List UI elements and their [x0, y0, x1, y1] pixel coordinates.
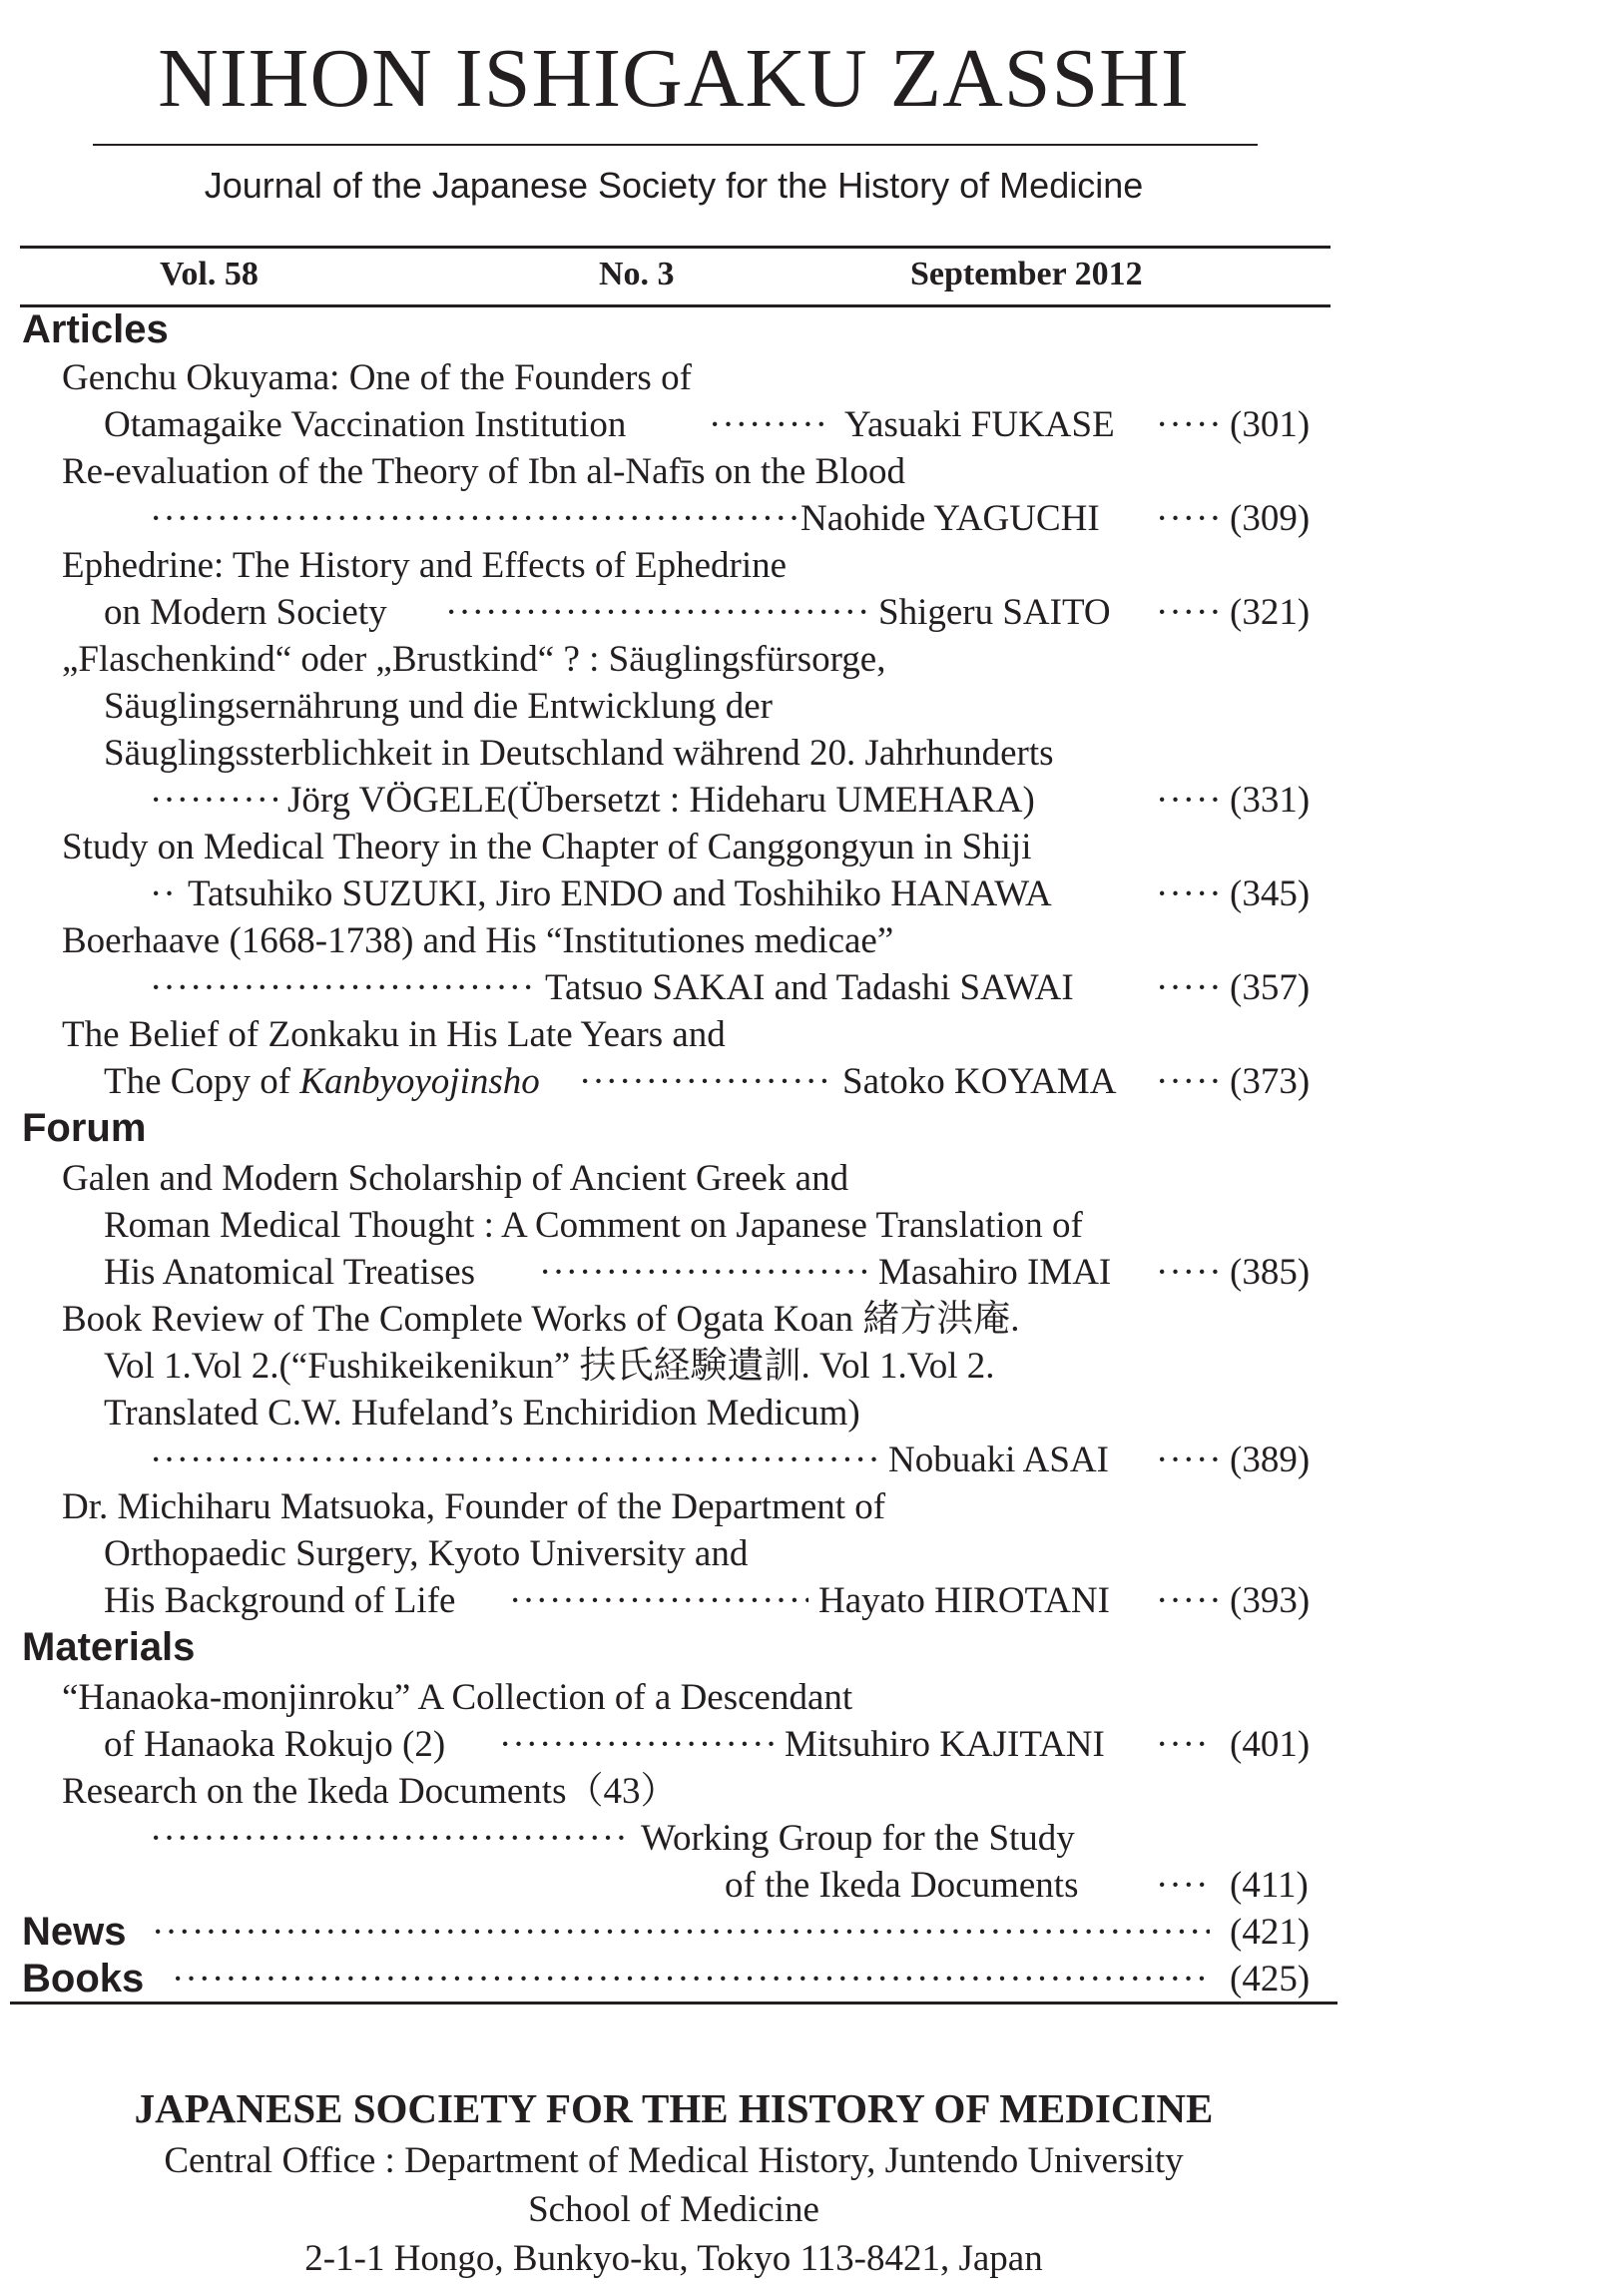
toc-entry-page: (425) [1230, 1959, 1311, 2000]
leader-dots [1156, 1862, 1210, 1909]
toc-entry-title: His Anatomical Treatises [104, 1252, 476, 1293]
section-heading-books: Books [22, 1957, 145, 2001]
footer-office: Central Office : Department of Medical History, Juntendo University [164, 2140, 1184, 2181]
toc-entry-title: Ephedrine: The History and Effects of Ephedrine [62, 545, 788, 586]
leader-dots [499, 1721, 775, 1768]
toc-entry-page: (389) [1230, 1439, 1311, 1480]
toc-entry-page: (321) [1230, 592, 1311, 633]
toc-entry-title: The Copy of [104, 1061, 300, 1102]
leader-dots [1156, 1058, 1222, 1105]
leader-dots [150, 1815, 629, 1862]
toc-entry-title: Roman Medical Thought : A Comment on Japanese Translation of [104, 1205, 1083, 1246]
toc-entry-page: (411) [1230, 1865, 1309, 1906]
leader-dots [445, 589, 868, 636]
masthead-rule [93, 144, 1258, 146]
journal-masthead: NIHON ISHIGAKU ZASSHI [158, 32, 1190, 125]
footer-address: 2-1-1 Hongo, Bunkyo-ku, Tokyo 113-8421, Japan [304, 2238, 1043, 2279]
leader-dots [1156, 589, 1222, 636]
leader-dots [1156, 495, 1222, 542]
section-heading-forum: Forum [22, 1106, 147, 1150]
footer-society-name: JAPANESE SOCIETY FOR THE HISTORY OF MEDICINE [134, 2085, 1214, 2131]
toc-entry-title-line [104, 1058, 540, 1105]
leader-dots [150, 870, 180, 917]
leader-dots [1156, 777, 1222, 824]
toc-entry-page: (393) [1230, 1580, 1311, 1621]
toc-entry-author: Mitsuhiro KAJITANI [785, 1724, 1105, 1765]
toc-entry-title: Galen and Modern Scholarship of Ancient Greek and [62, 1158, 849, 1199]
leader-dots [509, 1577, 808, 1624]
toc-entry-title: Re-evaluation of the Theory of Ibn al-Nafīs on the Blood [62, 451, 905, 492]
toc-entry-page: (401) [1230, 1724, 1311, 1765]
leader-dots [579, 1058, 834, 1105]
issue-rule-top [20, 246, 1331, 249]
toc-entry-title: of Hanaoka Rokujo (2) [104, 1724, 446, 1765]
leader-dots [1156, 1249, 1222, 1296]
leader-dots [1156, 1721, 1210, 1768]
leader-dots [1156, 401, 1222, 448]
toc-entry-page: (385) [1230, 1252, 1311, 1293]
leader-dots [150, 495, 797, 542]
toc-entry-author: Naohide YAGUCHI [800, 498, 1100, 539]
toc-entry-author: Hayato HIROTANI [818, 1580, 1110, 1621]
toc-entry-title: Vol 1.Vol 2.(“Fushikeikenikun” 扶氏経験遺訓. Vol 1.Vol 2. [104, 1346, 995, 1387]
toc-entry-title: Säuglingsernährung und die Entwicklung der [104, 686, 773, 727]
toc-entry-author: Shigeru SAITO [878, 592, 1111, 633]
toc-entry-title: Genchu Okuyama: One of the Founders of [62, 357, 692, 398]
toc-entry-page: (345) [1230, 873, 1311, 914]
toc-entry-author: Tatsuhiko SUZUKI, Jiro ENDO and Toshihiko HANAWA [188, 873, 1052, 914]
leader-dots [150, 777, 277, 824]
journal-subtitle: Journal of the Japanese Society for the History of Medicine [204, 165, 1144, 206]
toc-entry-author: Tatsuo SAKAI and Tadashi SAWAI [545, 967, 1074, 1008]
toc-entry-title: „Flaschenkind“ oder „Brustkind“ ? : Säuglingsfürsorge, [62, 639, 886, 680]
toc-entry-author: Satoko KOYAMA [842, 1061, 1117, 1102]
toc-bottom-rule [10, 2002, 1337, 2005]
section-heading-articles: Articles [22, 307, 169, 351]
toc-entry-page: (309) [1230, 498, 1311, 539]
toc-entry-page: (357) [1230, 967, 1311, 1008]
toc-entry-page: (421) [1230, 1912, 1311, 1953]
toc-entry-title: Orthopaedic Surgery, Kyoto University and [104, 1533, 749, 1574]
toc-entry-title: Study on Medical Theory in the Chapter of Canggongyun in Shiji [62, 827, 1032, 867]
toc-entry-author: Working Group for the Study [641, 1818, 1075, 1859]
toc-entry-author: Yasuaki FUKASE [844, 404, 1115, 445]
issue-rule-bottom [20, 304, 1331, 307]
toc-entry-title: “Hanaoka-monjinroku” A Collection of a Descendant [62, 1677, 853, 1718]
toc-entry-title: Research on the Ikeda Documents（43） [62, 1771, 678, 1812]
leader-dots [152, 1909, 1210, 1956]
toc-entry-author: Jörg VÖGELE(Übersetzt : Hideharu UMEHARA) [287, 780, 1035, 821]
leader-dots [539, 1249, 868, 1296]
leader-dots [150, 1436, 878, 1483]
section-heading-materials: Materials [22, 1625, 196, 1669]
toc-entry-title-italic: Kanbyoyojinsho [299, 1061, 540, 1102]
toc-entry-title: Boerhaave (1668-1738) and His “Institutiones medicae” [62, 920, 894, 961]
toc-entry-title: Säuglingssterblichkeit in Deutschland während 20. Jahrhunderts [104, 733, 1054, 774]
leader-dots [1156, 1577, 1222, 1624]
toc-entry-title: Otamagaike Vaccination Institution [104, 404, 627, 445]
toc-entry-title: His Background of Life [104, 1580, 456, 1621]
toc-entry-page: (301) [1230, 404, 1311, 445]
leader-dots [1156, 964, 1222, 1011]
issue-date: September 2012 [910, 256, 1143, 292]
leader-dots [709, 401, 828, 448]
toc-entry-title: The Belief of Zonkaku in His Late Years and [62, 1014, 726, 1055]
section-heading-news: News [22, 1910, 127, 1954]
toc-entry-author: Nobuaki ASAI [888, 1439, 1109, 1480]
issue-volume: Vol. 58 [160, 256, 259, 292]
leader-dots [150, 964, 539, 1011]
toc-entry-author: Masahiro IMAI [878, 1252, 1112, 1293]
toc-entry-title: Dr. Michiharu Matsuoka, Founder of the Department of [62, 1486, 886, 1527]
toc-entry-title: on Modern Society [104, 592, 387, 633]
toc-entry-title: Translated C.W. Hufeland’s Enchiridion Medicum) [104, 1393, 860, 1434]
toc-entry-title: Book Review of The Complete Works of Ogata Koan 緒方洪庵. [62, 1299, 1020, 1340]
leader-dots [1156, 1436, 1222, 1483]
issue-number: No. 3 [599, 256, 675, 292]
toc-entry-page: (331) [1230, 780, 1311, 821]
footer-school: School of Medicine [528, 2189, 819, 2230]
toc-entry-page: (373) [1230, 1061, 1311, 1102]
toc-entry-author: of the Ikeda Documents [725, 1865, 1079, 1906]
leader-dots [172, 1956, 1210, 2003]
leader-dots [1156, 870, 1222, 917]
